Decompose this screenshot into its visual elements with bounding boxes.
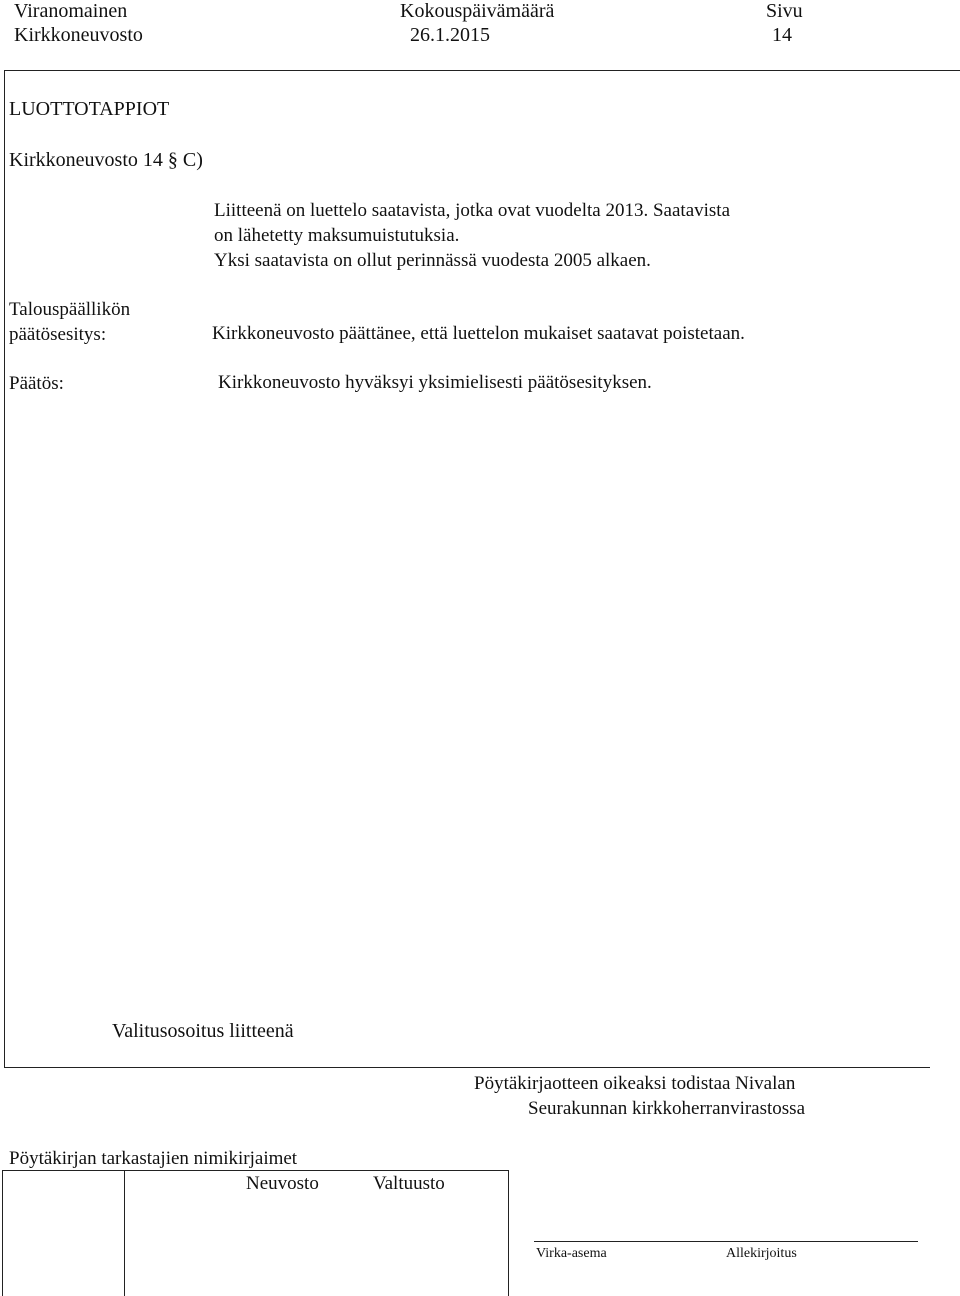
left-border [4, 70, 5, 1068]
proposal-text: Kirkkoneuvosto päättänee, että luettelon mukaiset saatavat poistetaan. [212, 323, 745, 344]
decision-label: Päätös: [9, 373, 64, 394]
initials-table-top-rule [2, 1170, 509, 1171]
header-authority-value: Kirkkoneuvosto [14, 24, 143, 46]
header-date-label: Kokouspäivämäärä [400, 0, 555, 22]
signature-position-label: Virka-asema [536, 1246, 607, 1261]
certification-line-1: Pöytäkirjaotteen oikeaksi todistaa Nivalan [474, 1073, 796, 1094]
header-rule [4, 70, 960, 71]
initials-table-border-left [2, 1170, 3, 1296]
header-authority-label: Viranomainen [14, 0, 128, 22]
page-title: LUOTTOTAPPIOT [9, 98, 170, 120]
body-line-1: Liitteenä on luettelo saatavista, jotka ovat vuodelta 2013. Saatavista [214, 200, 731, 221]
header-page-label: Sivu [766, 0, 803, 22]
signature-label: Allekirjoitus [726, 1246, 797, 1261]
decision-text: Kirkkoneuvosto hyväksyi yksimielisesti päätösesityksen. [218, 372, 652, 393]
proposal-label-line-2: päätösesitys: [9, 324, 107, 345]
certification-line-2: Seurakunnan kirkkoherranvirastossa [528, 1098, 806, 1119]
initials-col-neuvosto: Neuvosto [246, 1173, 319, 1194]
footer-rule [4, 1067, 930, 1068]
body-line-2: on lähetetty maksumuistutuksia. [214, 225, 460, 246]
section-reference: Kirkkoneuvosto 14 § C) [9, 149, 203, 171]
initials-heading: Pöytäkirjan tarkastajien nimikirjaimet [9, 1148, 298, 1169]
proposal-label-line-1: Talouspäällikön [9, 299, 131, 320]
header-date-value: 26.1.2015 [410, 24, 490, 46]
body-line-3: Yksi saatavista on ollut perinnässä vuodesta 2005 alkaen. [214, 250, 651, 271]
initials-col-valtuusto: Valtuusto [373, 1173, 445, 1194]
initials-table-divider-1 [124, 1170, 125, 1296]
appeal-note: Valitusosoitus liitteenä [112, 1020, 294, 1042]
signature-line [534, 1241, 918, 1242]
initials-table-border-right [508, 1170, 509, 1296]
header-page-value: 14 [772, 24, 792, 46]
